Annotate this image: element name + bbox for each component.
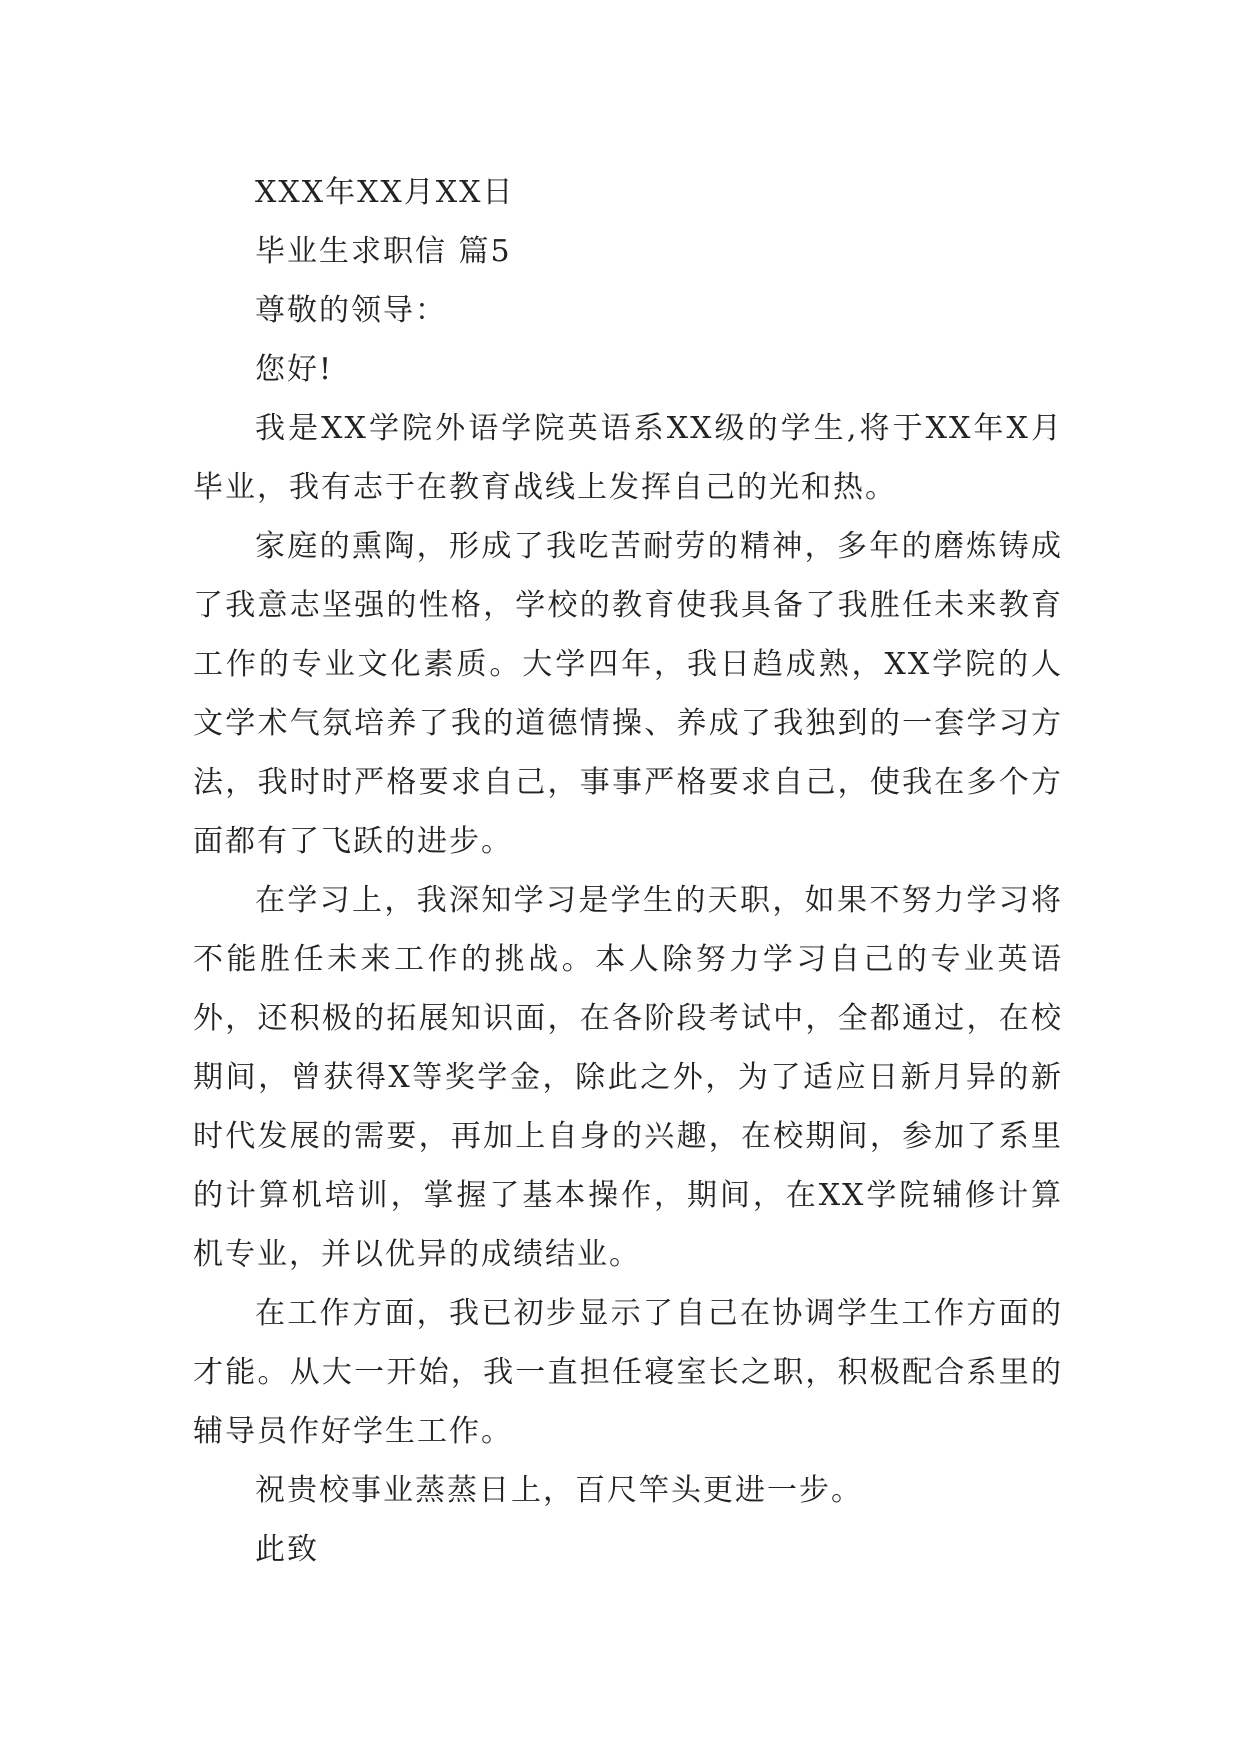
paragraph-background: 家庭的熏陶，形成了我吃苦耐劳的精神，多年的磨炼铸成了我意志坚强的性格，学校的教育使我具备了我胜任未来教育工作的专业文化素质。大学四年，我日趋成熟，XX学院的人文学术气氛培养了我的道德情操、养成了我独到的一套学习方法，我时时严格要求自己，事事严格要求自己，使我在多个方面都有了飞跃的进步。 — [193, 529, 1063, 859]
paragraph-wishes: 祝贵校事业蒸蒸日上，百尺竿头更进一步。 — [255, 1473, 863, 1508]
paragraph-study: 在学习上，我深知学习是学生的天职，如果不努力学习将不能胜任未来工作的挑战。本人除努力学习自己的专业英语外，还积极的拓展知识面，在各阶段考试中，全都通过，在校期间，曾获得X等奖学金，除此之外，为了适应日新月异的新时代发展的需要，再加上自身的兴趣，在校期间，参加了系里的计算机培训，掌握了基本操作，期间，在XX学院辅修计算机专业，并以优异的成绩结业。 — [193, 883, 1063, 1272]
letter-body — [193, 163, 1063, 1579]
paragraph-work: 在工作方面，我已初步显示了自己在协调学生工作方面的才能。从大一开始，我一直担任寝室长之职，积极配合系里的辅导员作好学生工作。 — [193, 1296, 1063, 1449]
date-line: XXX年XX月XX日 — [255, 175, 515, 210]
greeting: 您好! — [255, 352, 334, 387]
paragraph-introduction: 我是XX学院外语学院英语系XX级的学生,将于XX年X月毕业，我有志于在教育战线上发挥自己的光和热。 — [193, 411, 1063, 505]
closing: 此致 — [255, 1532, 319, 1567]
salutation: 尊敬的领导： — [255, 293, 447, 328]
letter-heading: 毕业生求职信 篇5 — [255, 234, 512, 269]
